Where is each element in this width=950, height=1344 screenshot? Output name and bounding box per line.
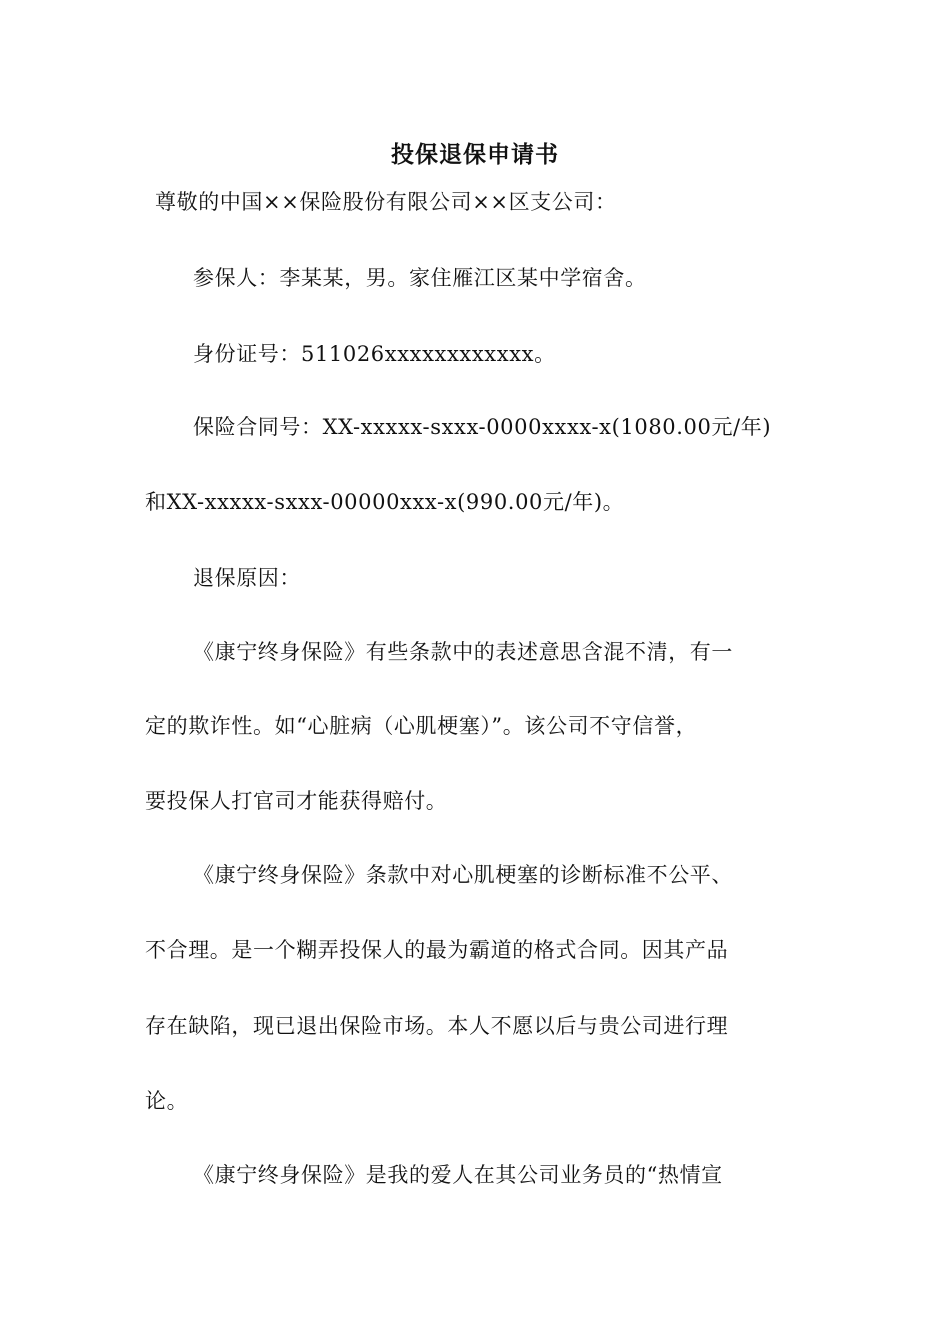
- paragraph-line: 《康宁终身保险》有些条款中的表述意思含混不清，有一: [193, 640, 733, 664]
- salutation: 尊敬的中国××保险股份有限公司××区支公司：: [155, 190, 617, 214]
- paragraph-line: 《康宁终身保险》是我的爱人在其公司业务员的“热情宣: [193, 1163, 723, 1187]
- reason-heading: 退保原因：: [193, 566, 301, 590]
- paragraph-line: 要投保人打官司才能获得赔付。: [145, 789, 448, 813]
- paragraph-line: 存在缺陷，现已退出保险市场。本人不愿以后与贵公司进行理: [145, 1014, 729, 1038]
- paragraph-line: 定的欺诈性。如“心脏病（心肌梗塞）”。该公司不守信誉，: [145, 714, 698, 738]
- contract-number-line: 保险合同号：XX-xxxxx-sxxx-0000xxxx-x(1080.00元/年): [193, 415, 772, 439]
- contract-number-continuation: 和XX-xxxxx-sxxx-00000xxx-x(990.00元/年)。: [145, 490, 625, 514]
- policyholder-line: 参保人：李某某，男。家住雁江区某中学宿舍。: [193, 266, 647, 290]
- document-title: 投保退保申请书: [391, 141, 559, 168]
- paragraph-line: 《康宁终身保险》条款中对心肌梗塞的诊断标准不公平、: [193, 863, 733, 887]
- paragraph-line: 不合理。是一个糊弄投保人的最为霸道的格式合同。因其产品: [145, 938, 729, 962]
- id-number-line: 身份证号：511026xxxxxxxxxxxx。: [193, 342, 556, 366]
- paragraph-line: 论。: [145, 1089, 189, 1113]
